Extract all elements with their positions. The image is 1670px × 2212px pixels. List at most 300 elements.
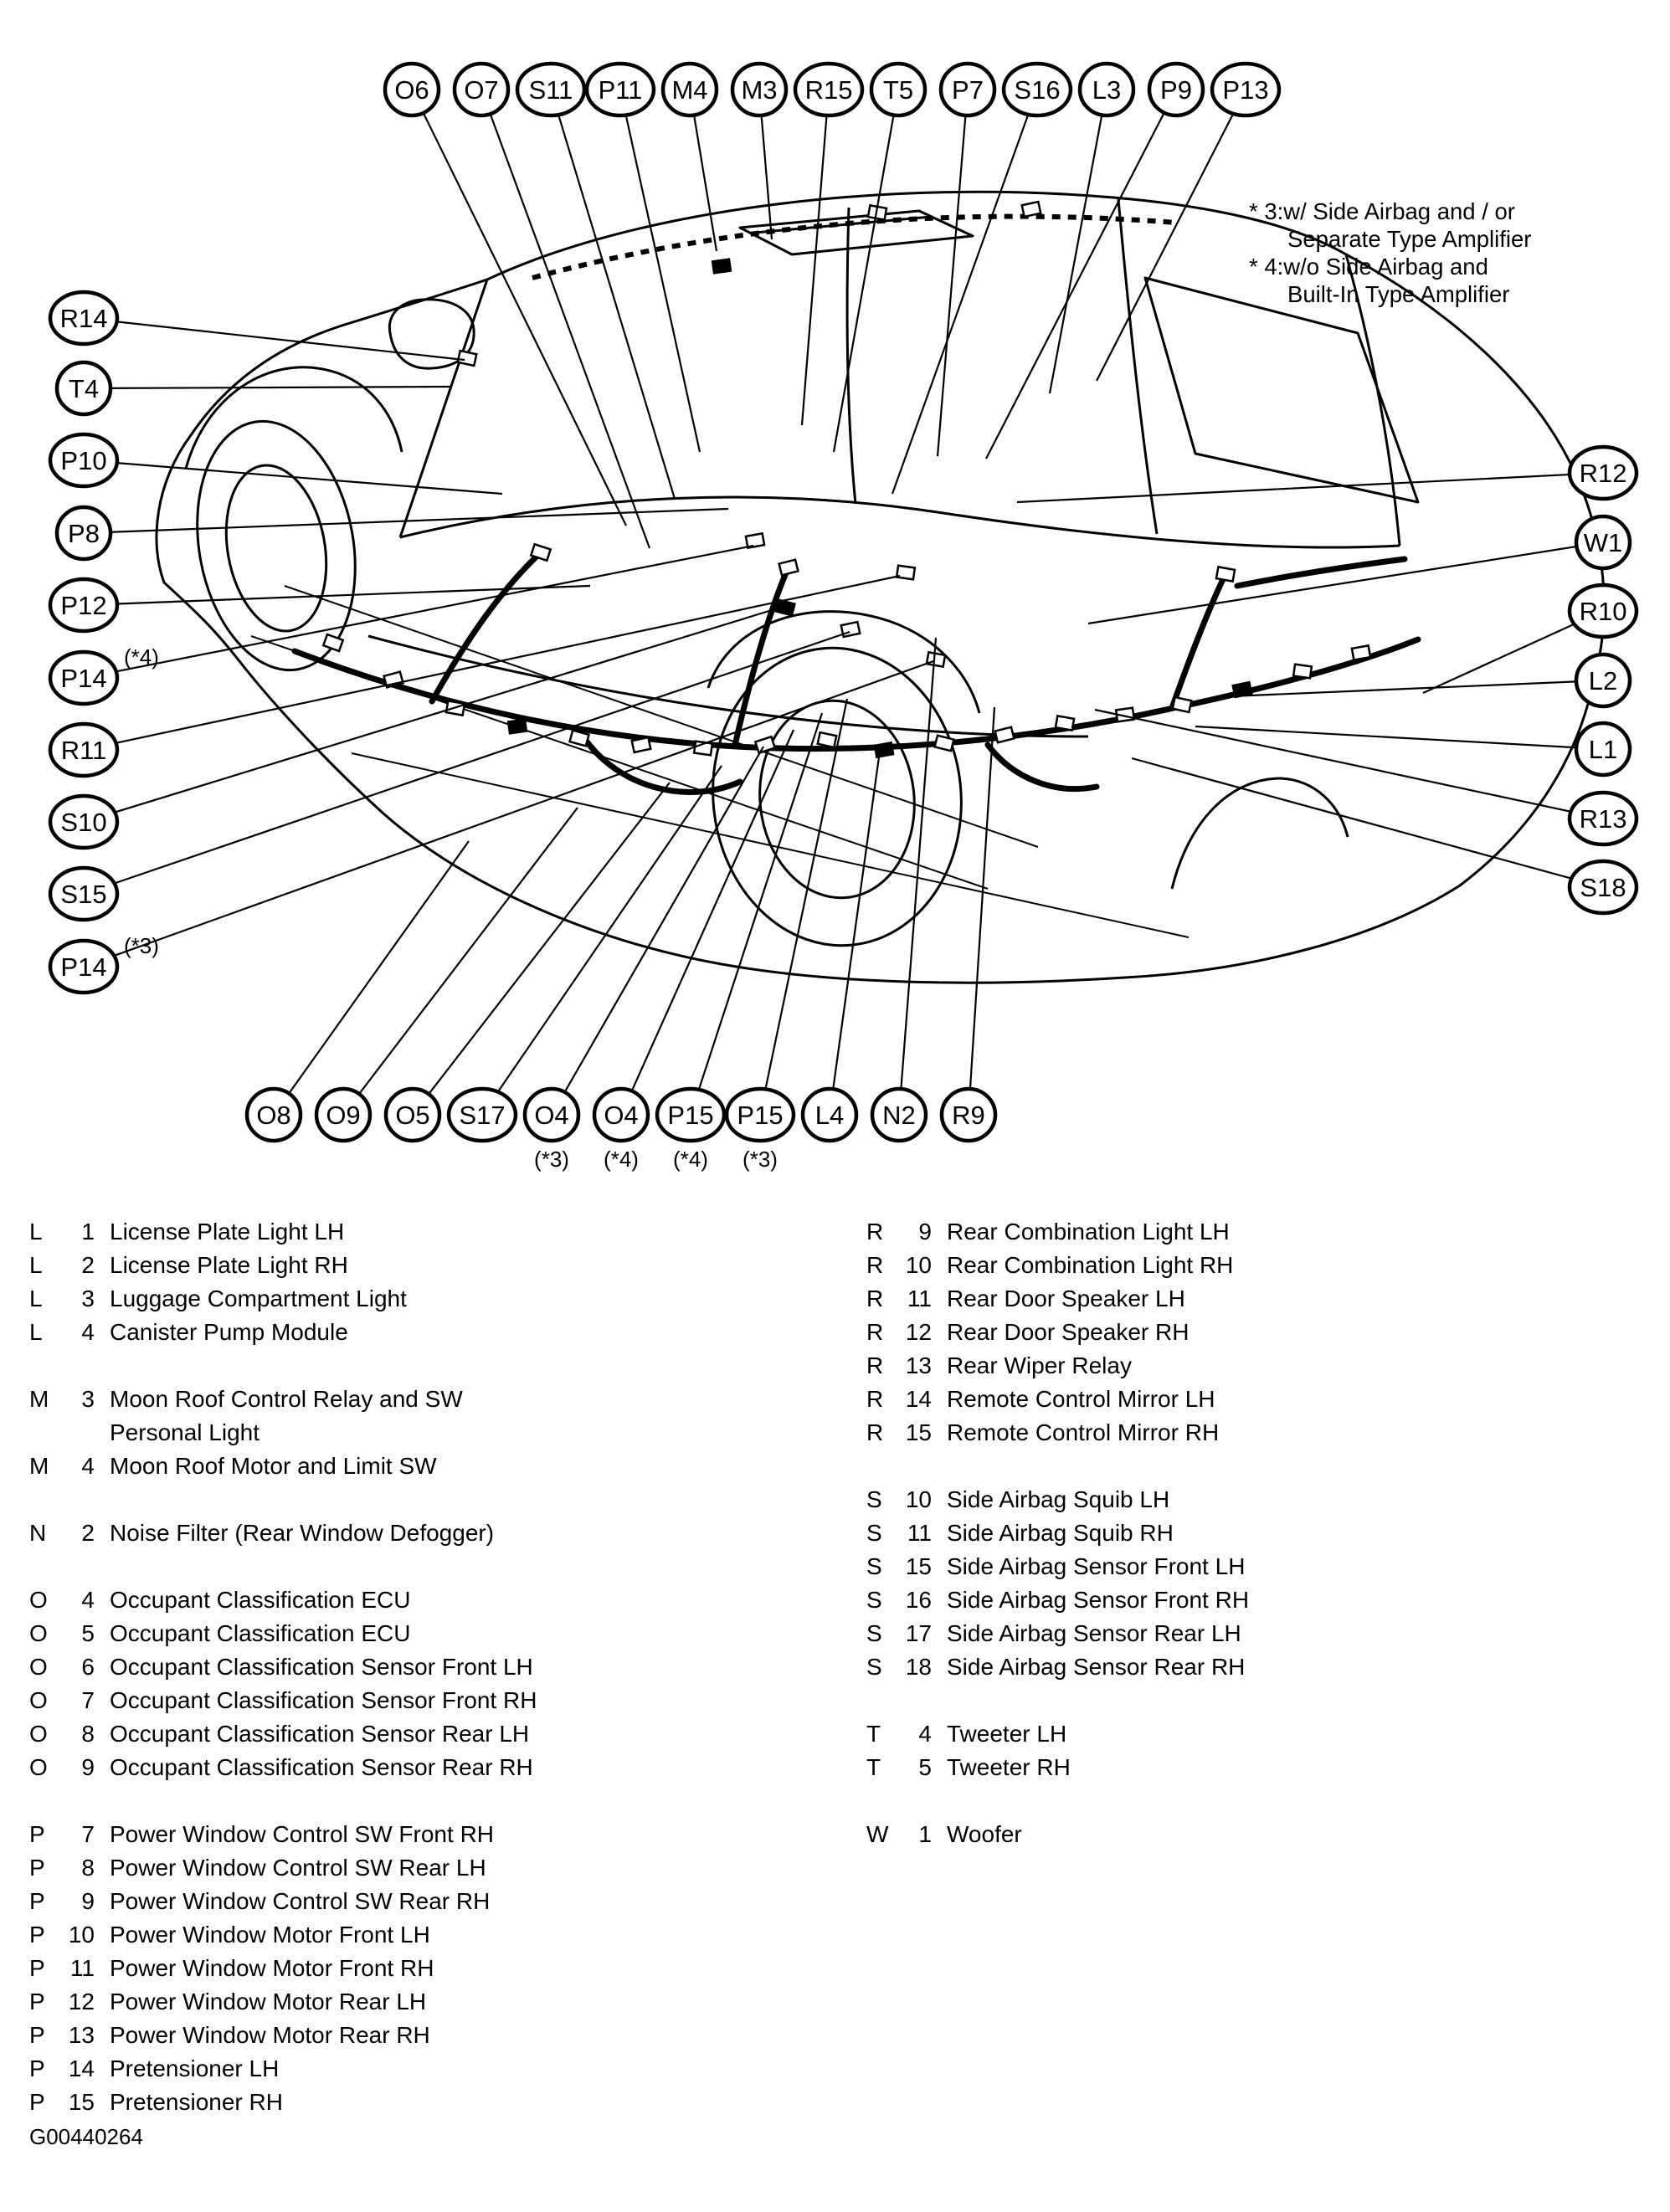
legend-num: 18 — [905, 1654, 932, 1680]
legend-num: 8 — [81, 1721, 95, 1747]
connector-box — [927, 652, 945, 666]
callout-label: S16 — [1014, 75, 1061, 105]
legend-name: Remote Control Mirror RH — [947, 1419, 1220, 1445]
legend-code: R — [866, 1386, 884, 1412]
legend-group — [866, 1717, 1645, 1784]
connector-box — [818, 732, 836, 747]
legend-code: M — [29, 1453, 49, 1479]
callout-label: L1 — [1588, 735, 1618, 764]
floor-line — [285, 586, 1038, 847]
connector-box — [1216, 567, 1235, 581]
legend-num: 11 — [907, 1520, 932, 1546]
callout-label: W1 — [1583, 528, 1623, 557]
legend-name: Side Airbag Sensor Rear RH — [947, 1654, 1246, 1680]
callout-O4-starstar3star — [525, 1089, 578, 1172]
legend-name: Power Window Control SW Front RH — [110, 1821, 495, 1847]
car-outline — [157, 192, 1604, 983]
callout-T5 — [871, 64, 925, 115]
callout-label: S17 — [459, 1101, 506, 1130]
legend-row — [29, 1583, 825, 1617]
callout-T4 — [57, 362, 110, 414]
callout-P14-starstar4star — [50, 644, 159, 704]
legend-row — [866, 1483, 1645, 1517]
callout-P10 — [50, 434, 117, 486]
legend-num: 13 — [905, 1352, 932, 1378]
legend-num: 2 — [81, 1252, 95, 1278]
legend-code: L — [29, 1252, 43, 1278]
callout-S18 — [1570, 861, 1637, 913]
legend-name: Tweeter LH — [947, 1721, 1067, 1747]
leader-line-O5 — [413, 783, 670, 1115]
legend-code: S — [866, 1587, 882, 1613]
callout-label: M4 — [671, 75, 708, 105]
leader-line-P9 — [986, 90, 1176, 459]
connector-box — [508, 720, 527, 734]
legend-num: 1 — [918, 1821, 932, 1847]
callout-label: P12 — [60, 591, 107, 620]
legend-num: 14 — [905, 1386, 932, 1412]
legend-code: O — [29, 1620, 48, 1646]
callout-O9 — [316, 1089, 370, 1141]
legend-code: P — [29, 1989, 45, 2014]
callout-R9 — [942, 1089, 995, 1141]
callout-M4 — [663, 64, 717, 115]
callout-O4-starstar4star — [594, 1089, 648, 1172]
legend-code: O — [29, 1754, 48, 1780]
legend-num: 13 — [68, 2022, 95, 2048]
legend-row — [866, 1818, 1645, 1851]
legend-code: W — [866, 1821, 889, 1847]
legend-row — [29, 1751, 825, 1784]
interior-floor-lines — [251, 586, 1189, 937]
legend-num: 10 — [905, 1486, 932, 1512]
legend-name: Side Airbag Squib LH — [947, 1486, 1170, 1512]
legend-name: Woofer — [947, 1821, 1022, 1847]
callout-label: O8 — [256, 1101, 291, 1130]
leader-line-P15-starstar3star — [760, 699, 847, 1115]
legend-name: Power Window Control SW Rear RH — [110, 1888, 491, 1914]
callout-label: R12 — [1579, 459, 1627, 488]
callout-variant-note: (*4) — [604, 1147, 639, 1172]
legend-row — [29, 1215, 825, 1249]
legend-name: Rear Combination Light RH — [947, 1252, 1234, 1278]
legend-column-right — [866, 1215, 1645, 1885]
legend-num: 6 — [81, 1654, 95, 1680]
legend-row — [29, 1617, 825, 1650]
callout-label: O5 — [395, 1101, 430, 1130]
legend-row — [29, 1282, 825, 1316]
leader-line-O7 — [481, 90, 650, 548]
harness-branch-b-pillar — [735, 571, 787, 745]
callout-label: P11 — [598, 75, 643, 105]
leader-line-P12 — [84, 586, 590, 605]
leader-line-R14 — [84, 318, 465, 360]
connector-box — [935, 736, 954, 751]
leader-line-P10 — [84, 460, 502, 494]
legend-num: 5 — [81, 1620, 95, 1646]
leader-line-L1 — [1195, 726, 1603, 749]
harness-branch-rear — [1172, 577, 1224, 708]
leader-line-O6 — [412, 90, 626, 526]
callout-O7 — [455, 64, 508, 115]
legend-row — [29, 1952, 825, 1985]
callout-R15 — [795, 64, 862, 115]
legend-row — [29, 2019, 825, 2052]
legend-code: P — [29, 1922, 45, 1948]
legend-code: S — [866, 1654, 882, 1680]
callout-label: O9 — [326, 1101, 361, 1130]
callout-P13 — [1212, 64, 1279, 115]
legend-num: 17 — [905, 1620, 932, 1646]
leader-line-P11 — [620, 90, 700, 452]
connector-box — [779, 560, 799, 575]
callout-label: T4 — [68, 374, 100, 403]
legend-row — [866, 1751, 1645, 1784]
callout-label: R15 — [804, 75, 853, 105]
callout-label: S11 — [528, 75, 573, 105]
legend-name: Pretensioner RH — [110, 2089, 283, 2115]
callout-L2 — [1576, 654, 1630, 706]
legend-code: P — [29, 1855, 45, 1881]
callout-P15-starstar3star — [727, 1089, 794, 1172]
legend-row — [29, 1885, 825, 1918]
legend-name: Power Window Control SW Rear LH — [110, 1855, 486, 1881]
legend-name: Canister Pump Module — [110, 1319, 348, 1345]
legend-code: R — [866, 1252, 884, 1278]
callout-label: P7 — [952, 75, 984, 105]
callout-O5 — [386, 1089, 439, 1141]
legend-code: P — [29, 1888, 45, 1914]
legend-row — [866, 1282, 1645, 1316]
legend-row — [29, 1517, 825, 1550]
legend-code: O — [29, 1721, 48, 1747]
callout-variant-note: (*3) — [124, 933, 159, 958]
legend-column-left — [29, 1215, 825, 2153]
callout-label: P9 — [1160, 75, 1192, 105]
note-line: Separate Type Amplifier — [1287, 226, 1532, 252]
leader-line-P14-starstar4star — [84, 546, 753, 678]
callout-label: L4 — [814, 1101, 845, 1130]
harness-rear-loop — [988, 745, 1097, 789]
legend-name: Side Airbag Sensor Front LH — [947, 1553, 1246, 1579]
callout-label: S15 — [60, 880, 107, 909]
legend-code: R — [866, 1352, 884, 1378]
callout-label: R9 — [952, 1101, 985, 1130]
legend-name: Power Window Motor Front RH — [110, 1955, 434, 1981]
leader-line-L4 — [830, 745, 881, 1115]
legend-name: Rear Combination Light LH — [947, 1219, 1230, 1245]
callout-P7 — [941, 64, 994, 115]
legend-num: 4 — [81, 1319, 95, 1345]
legend-name: Noise Filter (Rear Window Defogger) — [110, 1520, 495, 1546]
legend-name: Pretensioner LH — [110, 2055, 280, 2081]
legend-name: Side Airbag Sensor Front RH — [947, 1587, 1250, 1613]
legend-num: 15 — [905, 1553, 932, 1579]
leader-line-R13 — [1095, 710, 1603, 819]
legend-name: Luggage Compartment Light — [110, 1286, 407, 1311]
legend-num: 10 — [68, 1922, 95, 1948]
callout-label: S18 — [1580, 873, 1626, 902]
legend-num: 1 — [81, 1219, 95, 1245]
legend-row — [29, 1383, 825, 1416]
legend-num: 16 — [905, 1587, 932, 1613]
rear-glass — [1145, 278, 1418, 502]
callout-label: P14 — [60, 952, 107, 982]
callout-variant-note: (*3) — [743, 1147, 778, 1172]
legend-code: N — [29, 1520, 47, 1546]
legend-name: Rear Door Speaker LH — [947, 1286, 1185, 1311]
legend-code: L — [29, 1219, 43, 1245]
connector-box — [1352, 645, 1370, 659]
legend-code: T — [866, 1754, 881, 1780]
legend-num: 7 — [81, 1821, 95, 1847]
callout-label: L3 — [1092, 75, 1122, 105]
legend-num: 11 — [69, 1955, 95, 1981]
rear-wheel — [698, 636, 976, 958]
callout-L1 — [1576, 723, 1630, 775]
legend-row — [866, 1316, 1645, 1349]
legend-num: 7 — [81, 1687, 95, 1713]
amplifier-notes — [1249, 198, 1601, 308]
front-fender-arch — [186, 367, 402, 469]
leader-line-T4 — [84, 387, 452, 388]
leader-line-W1 — [1088, 542, 1603, 624]
legend-row — [866, 1416, 1645, 1450]
leader-line-S17 — [482, 766, 722, 1115]
callout-R12 — [1570, 447, 1637, 499]
callout-variant-note: (*3) — [534, 1147, 569, 1172]
leader-line-R12 — [1017, 473, 1603, 502]
connector-box — [1056, 716, 1074, 730]
callout-R11 — [50, 724, 117, 776]
legend-name: Occupant Classification Sensor Rear LH — [110, 1721, 530, 1747]
legend-num: 4 — [918, 1721, 932, 1747]
far-rear-wheel-arc — [1172, 778, 1348, 889]
callout-label: T5 — [882, 75, 914, 105]
legend-name: Power Window Motor Rear LH — [110, 1989, 427, 2014]
legend-row — [866, 1349, 1645, 1383]
sunroof-opening — [740, 211, 973, 254]
legend-code: P — [29, 2089, 45, 2115]
callout-label: L2 — [1588, 666, 1618, 695]
legend-row — [29, 1650, 825, 1684]
legend-name: Moon Roof Control Relay and SW — [110, 1386, 463, 1412]
legend-row — [866, 1383, 1645, 1416]
legend-name: Power Window Motor Rear RH — [110, 2022, 430, 2048]
car-body — [157, 192, 1604, 983]
legend-row — [866, 1617, 1645, 1650]
legend-code: R — [866, 1286, 884, 1311]
c-pillar — [1118, 199, 1157, 534]
legend-num: 4 — [81, 1453, 95, 1479]
callout-variant-note: (*4) — [124, 644, 159, 670]
legend-num: 9 — [81, 1754, 95, 1780]
legend-row — [29, 1918, 825, 1952]
note-line: * 4:w/o Side Airbag and — [1249, 254, 1488, 280]
legend-num: 9 — [918, 1219, 932, 1245]
legend-name: Personal Light — [110, 1419, 260, 1445]
leader-line-P7 — [938, 90, 968, 456]
leader-line-N2 — [899, 638, 936, 1115]
callout-variant-note: (*4) — [673, 1147, 708, 1172]
legend-row — [29, 1316, 825, 1349]
callout-label: N2 — [882, 1101, 916, 1130]
legend-group — [29, 1383, 825, 1483]
legend-name: Occupant Classification ECU — [110, 1620, 411, 1646]
callout-P11 — [587, 64, 654, 115]
legend-num: 14 — [68, 2055, 95, 2081]
callout-label: O4 — [534, 1101, 569, 1130]
legend-group — [866, 1818, 1645, 1851]
callout-P12 — [50, 579, 117, 631]
legend-name: Remote Control Mirror LH — [947, 1386, 1215, 1412]
legend-code: R — [866, 1419, 884, 1445]
legend-row — [29, 1416, 825, 1450]
front-wheel — [178, 408, 373, 682]
legend-code: P — [29, 1955, 45, 1981]
legend-code: S — [866, 1553, 882, 1579]
legend-row — [866, 1583, 1645, 1617]
legend-code: R — [866, 1319, 884, 1345]
callout-R14 — [50, 292, 117, 344]
callout-label: R10 — [1579, 597, 1627, 626]
callout-M3 — [732, 64, 786, 115]
callout-O8 — [247, 1089, 301, 1141]
legend-row — [29, 2052, 825, 2086]
legend-num: 8 — [81, 1855, 95, 1881]
legend-num: 15 — [68, 2089, 95, 2115]
connector-box — [875, 742, 893, 757]
callout-P14-starstar3star — [50, 933, 159, 993]
legend-group — [29, 1583, 825, 1784]
legend-name: Side Airbag Sensor Rear LH — [947, 1620, 1241, 1646]
legend-row — [866, 1517, 1645, 1550]
legend-num: 12 — [68, 1989, 95, 2014]
connector-box — [632, 737, 650, 752]
callout-label: S10 — [60, 808, 107, 837]
legend-num: 15 — [905, 1419, 932, 1445]
legend-num: 10 — [905, 1252, 932, 1278]
legend-code: S — [866, 1520, 882, 1546]
legend-row — [29, 1450, 825, 1483]
callout-label: O6 — [394, 75, 429, 105]
connector-box — [995, 727, 1015, 742]
legend-code: M — [29, 1386, 49, 1412]
a-pillar — [400, 280, 487, 537]
connector-box — [1293, 665, 1312, 679]
legend-row — [866, 1650, 1645, 1684]
legend-name: License Plate Light RH — [110, 1252, 348, 1278]
front-wheel-inner — [214, 457, 339, 639]
harness-branch-front-door — [432, 556, 537, 701]
callout-label: P15 — [667, 1101, 714, 1130]
connector-box — [1022, 202, 1041, 217]
leader-line-P8 — [84, 509, 728, 533]
legend-row — [866, 1249, 1645, 1282]
legend-num: 4 — [81, 1587, 95, 1613]
legend-row — [866, 1215, 1645, 1249]
callout-label: P15 — [737, 1101, 784, 1130]
callout-W1 — [1576, 516, 1630, 568]
legend-name: Power Window Motor Front LH — [110, 1922, 430, 1948]
callout-S11 — [517, 64, 584, 115]
callout-label: R11 — [60, 736, 107, 765]
legend-code: L — [29, 1319, 43, 1345]
legend-code: O — [29, 1654, 48, 1680]
leader-line-R15 — [802, 90, 829, 425]
legend-group — [29, 1215, 825, 1349]
legend-group — [29, 1818, 825, 2119]
legend-num: 9 — [81, 1888, 95, 1914]
connector-box — [712, 259, 731, 274]
leader-line-T5 — [834, 90, 898, 452]
legend-name: Occupant Classification Sensor Front RH — [110, 1687, 537, 1713]
legend-row — [29, 1717, 825, 1751]
legend-name: Occupant Classification ECU — [110, 1587, 411, 1613]
legend-name: Tweeter RH — [947, 1754, 1071, 1780]
callout-label: O7 — [464, 75, 499, 105]
legend-code: L — [29, 1286, 43, 1311]
wheels — [178, 408, 975, 957]
legend-code: P — [29, 2022, 45, 2048]
legend-group — [29, 1517, 825, 1550]
note-line: Built-In Type Amplifier — [1287, 281, 1510, 307]
legend-name: Rear Wiper Relay — [947, 1352, 1132, 1378]
callout-L3 — [1080, 64, 1133, 115]
callout-R10 — [1570, 585, 1637, 637]
connector-box — [897, 566, 915, 580]
legend-name: License Plate Light LH — [110, 1219, 345, 1245]
callout-P8 — [57, 507, 110, 559]
legend-name: Rear Door Speaker RH — [947, 1319, 1190, 1345]
connector-box — [1173, 697, 1191, 712]
callout-label: R13 — [1579, 804, 1627, 834]
legend-row — [29, 1851, 825, 1885]
legend-code: O — [29, 1687, 48, 1713]
callout-label: P14 — [60, 664, 107, 693]
callout-label: P8 — [68, 519, 100, 548]
connector-box — [458, 351, 476, 366]
legend-row — [29, 2086, 825, 2119]
callout-S15 — [50, 868, 117, 920]
note-line: * 3:w/ Side Airbag and / or — [1249, 198, 1515, 224]
callout-S17 — [449, 1089, 516, 1141]
leader-line-O8 — [274, 841, 469, 1115]
legend-code: T — [866, 1721, 881, 1747]
legend-name: Occupant Classification Sensor Front LH — [110, 1654, 533, 1680]
legend-num: 11 — [907, 1286, 932, 1311]
legend-name: Side Airbag Squib RH — [947, 1520, 1174, 1546]
legend-num: 3 — [81, 1386, 95, 1412]
leader-line-S15 — [84, 632, 850, 894]
figure-code: G00440264 — [29, 2124, 143, 2149]
callout-label: P10 — [60, 446, 107, 475]
legend-group — [866, 1483, 1645, 1684]
legend-name: Occupant Classification Sensor Rear RH — [110, 1754, 533, 1780]
legend-name: Moon Roof Motor and Limit SW — [110, 1453, 437, 1479]
legend-row — [866, 1717, 1645, 1751]
callout-R13 — [1570, 793, 1637, 844]
legend-group — [866, 1215, 1645, 1450]
callout-label: O4 — [604, 1101, 639, 1130]
callout-S16 — [1004, 64, 1071, 115]
hatch-harness — [1237, 559, 1405, 586]
legend-num: 2 — [81, 1520, 95, 1546]
legend-row — [29, 1249, 825, 1282]
legend-num: 5 — [918, 1754, 932, 1780]
callout-O6 — [385, 64, 439, 115]
legend-code: S — [866, 1486, 882, 1512]
